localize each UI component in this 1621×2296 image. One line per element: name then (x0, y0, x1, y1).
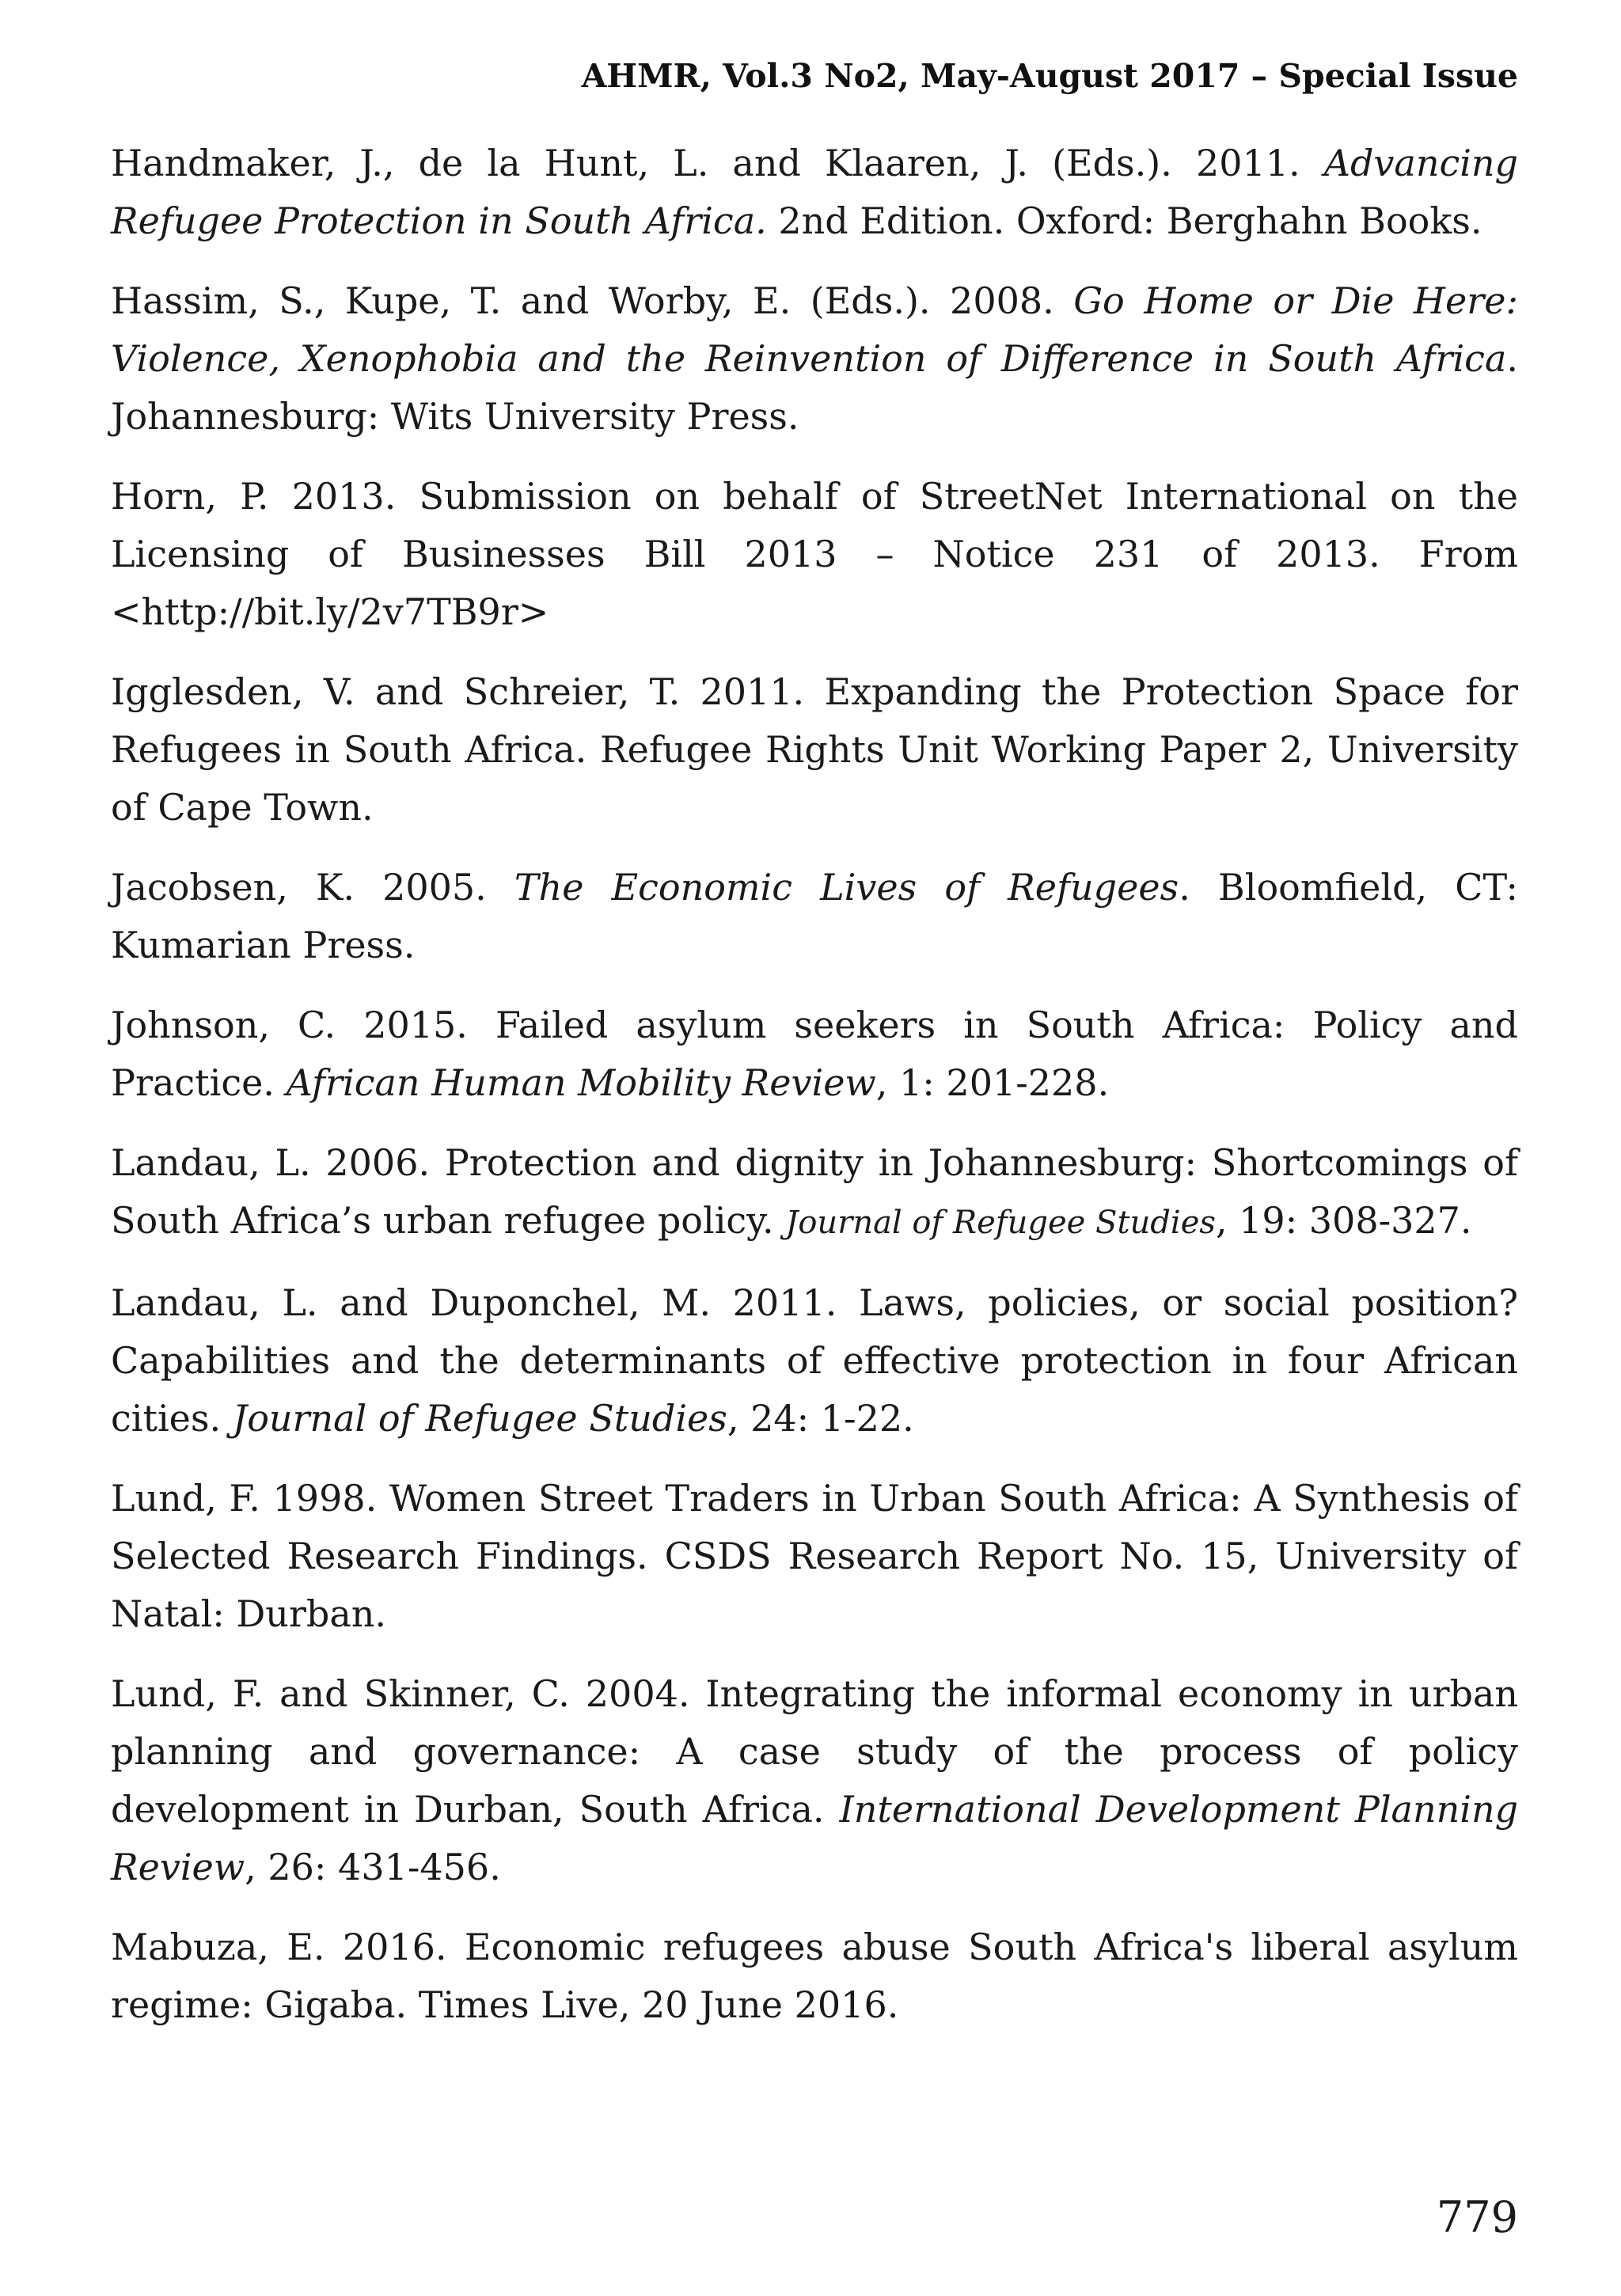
reference-entry-jacobsen (111, 859, 1518, 974)
reference-title: Journal of Refugee Studies (785, 1205, 1216, 1241)
reference-details: . Bloomfield, CT: Kumarian Press. (111, 866, 1519, 966)
reference-authors: Landau, L. and Duponchel, M. 2011. Laws, policies, or social position? Capabilities and the determinants of effective protection in four African cities. (111, 1281, 1518, 1440)
reference-entry-hassim (111, 272, 1518, 446)
reference-authors: Lund, F. and Skinner, C. 2004. Integrating the informal economy in urban planning and governance: A case study of the process of policy development in Durban, South Africa. (111, 1672, 1518, 1831)
reference-details: 2nd Edition. Oxford: Berghahn Books. (766, 199, 1482, 242)
reference-authors: Jacobsen, K. 2005. (111, 866, 514, 909)
reference-entry-landau-2011 (111, 1274, 1518, 1448)
reference-entry-horn: Horn, P. 2013. Submission on behalf of StreetNet International on the Licensing of Businesses Bill 2013 – Notice 231 of 2013. From <http://bit.ly/2v7TB9r> (111, 475, 1518, 633)
reference-entry-landau-2006 (111, 1134, 1518, 1252)
reference-entry-handmaker (111, 135, 1518, 250)
reference-entry-mabuza: Mabuza, E. 2016. Economic refugees abuse South Africa's liberal asylum regime: Gigaba. Times Live, 20 June 2016. (111, 1926, 1518, 2026)
reference-authors: Hassim, S., Kupe, T. and Worby, E. (Eds.). 2008. (111, 279, 1074, 322)
reference-title: Advancing Refugee Protection in South Africa. (111, 142, 1518, 242)
reference-title: African Human Mobility Review (286, 1061, 876, 1104)
page-number: 779 (1436, 2192, 1518, 2242)
reference-details: . Johannesburg: Wits University Press. (111, 337, 1518, 438)
reference-entry-lund-2004 (111, 1665, 1518, 1896)
reference-title: Go Home or Die Here: Violence, Xenophobia and the Reinvention of Difference in South Africa (111, 279, 1518, 380)
reference-details: , 19: 308-327. (1215, 1199, 1472, 1242)
reference-entry-igglesden: Igglesden, V. and Schreier, T. 2011. Expanding the Protection Space for Refugees in South Africa. Refugee Rights Unit Working Paper 2, University of Cape Town. (111, 670, 1518, 829)
reference-authors: Landau, L. 2006. Protection and dignity in Johannesburg: Shortcomings of South Africa’s urban refugee policy. (111, 1141, 1518, 1242)
reference-entry-lund-1998: Lund, F. 1998. Women Street Traders in Urban South Africa: A Synthesis of Selected Research Findings. CSDS Research Report No. 15, University of Natal: Durban. (111, 1477, 1518, 1635)
reference-authors: Johnson, C. 2015. Failed asylum seekers in South Africa: Policy and Practice. (111, 1004, 1518, 1104)
reference-details: , 24: 1-22. (727, 1397, 914, 1440)
reference-title: The Economic Lives of Refugees (514, 866, 1179, 909)
running-header: AHMR, Vol.3 No2, May-August 2017 – Special Issue (581, 57, 1518, 95)
reference-details: , 1: 201-228. (875, 1061, 1110, 1104)
reference-authors: Handmaker, J., de la Hunt, L. and Klaaren, J. (Eds.). 2011. (111, 142, 1324, 184)
reference-title: Journal of Refugee Studies (232, 1397, 727, 1440)
reference-entry-johnson (111, 996, 1518, 1112)
reference-details: , 26: 431-456. (245, 1846, 501, 1888)
reference-title: International Development Planning Review (111, 1788, 1519, 1888)
reference-list (111, 135, 1518, 2056)
